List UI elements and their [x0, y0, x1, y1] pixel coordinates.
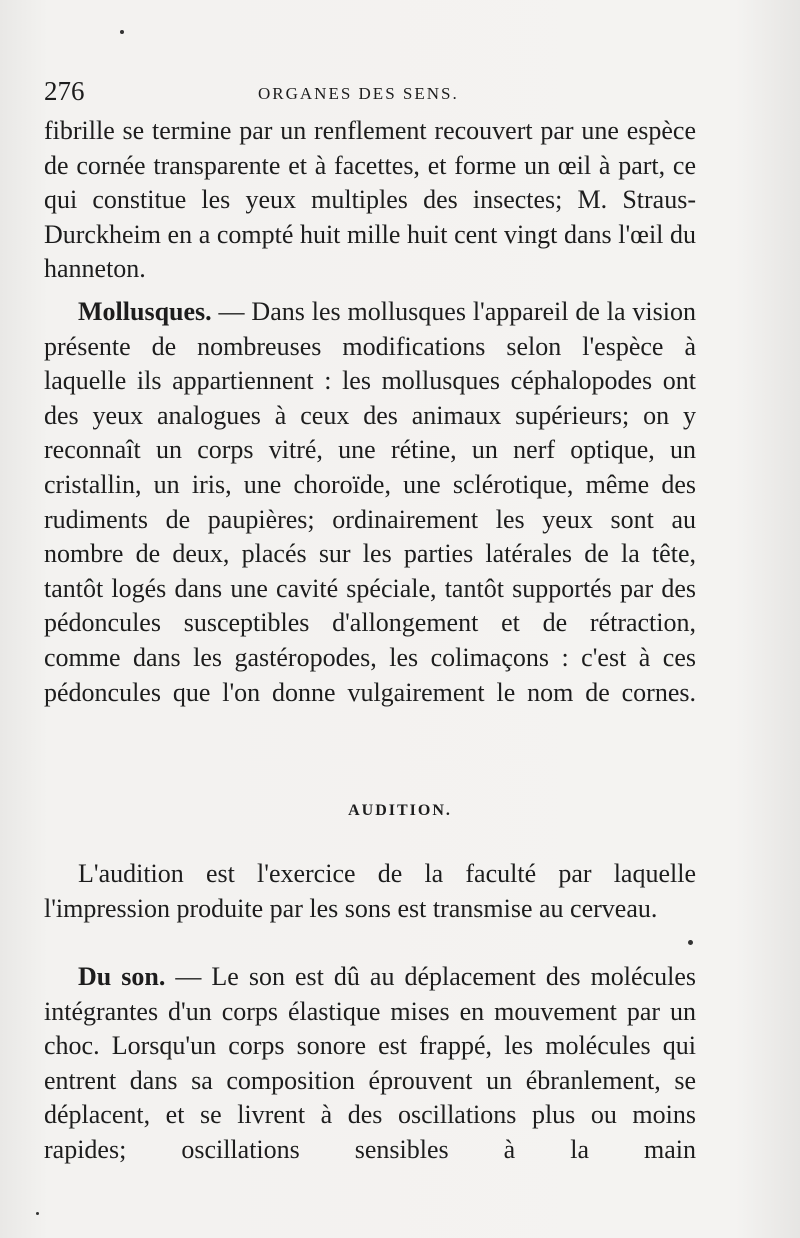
paragraph-audition — [44, 857, 696, 926]
print-speck — [688, 940, 693, 945]
paragraph-text: L'audition est l'exercice de la faculté par laquelle l'impression produite par les sons est transmise au cerveau. — [44, 859, 696, 923]
paragraph-du-son — [44, 960, 696, 1168]
print-speck — [36, 1212, 39, 1215]
paragraph-text: — Le son est dû au déplacement des molécules intégrantes d'un corps élastique mises en mouvement par un choc. Lorsqu'un corps sonore est frappé, les molécules qui entrent dans sa composition éprouvent un ébranlement, se déplacent, et se livrent à des oscillations plus ou moins rapides; oscillations sensibles à la main — [44, 962, 696, 1164]
paragraph-lead: Mollusques. — [78, 297, 212, 326]
print-speck — [120, 30, 124, 34]
paragraph-text: — Dans les mollusques l'appareil de la vision présente de nombreuses modifications selon l'espèce à laquelle ils appartiennent : les mollusques céphalopodes ont des yeux analogues à ceux des animaux supérieurs; on y reconnaît un corps vitré, une rétine, un nerf optique, un cristallin, un iris, une choroïde, une sclérotique, même des rudiments de paupières; ordinairement les yeux sont au nombre de deux, placés sur les parties latérales de la tête, tantôt logés dans une cavité spéciale, tantôt supportés par des pédoncules susceptibles d'allongement et de rétraction, comme dans les gastéropodes, les colimaçons : c'est à ces pédoncules que l'on donne vulgairement le nom de cornes. — [44, 297, 696, 707]
paragraph-insect-eyes — [44, 114, 696, 287]
section-heading-audition: AUDITION. — [348, 802, 452, 819]
paragraph-mollusques — [44, 295, 696, 710]
page-number: 276 — [44, 76, 85, 106]
running-title: ORGANES DES SENS. — [258, 84, 459, 103]
paragraph-lead: Du son. — [78, 962, 166, 991]
page-header — [44, 76, 704, 110]
paragraph-text: fibrille se termine par un renflement recouvert par une espèce de cornée transparente et à facettes, et forme un œil à part, ce qui constitue les yeux multiples des insectes; M. Straus-Durckheim en a compté huit mille huit cent vingt dans l'œil du hanneton. — [44, 116, 696, 284]
